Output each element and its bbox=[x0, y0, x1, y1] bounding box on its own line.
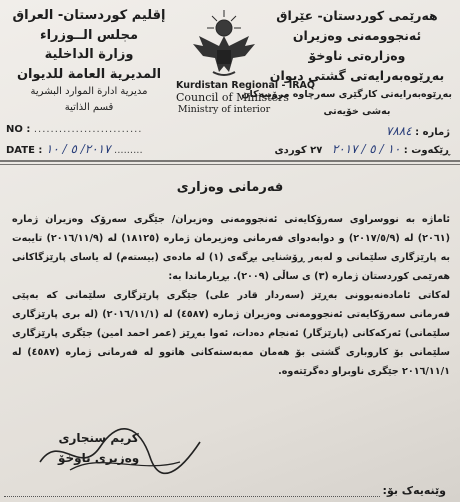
date-label: DATE : bbox=[6, 145, 43, 156]
handwritten-signature-icon bbox=[30, 422, 210, 482]
kurdish-header-line: بەڕێوەبەرایەتی گشتی دیوان bbox=[269, 68, 445, 83]
document-title: فەرمانی وەزاری bbox=[176, 180, 284, 195]
number-value: ٧٨٨٤ bbox=[385, 124, 412, 138]
date-field: DATE : ٢٠١٧/ ٥ / ١٠ ......... bbox=[6, 142, 143, 156]
body-paragraph: ئاماژە بە نووسراوی سەرۆکایەتی ئەنجوومەنی وەزیران/ جێگری سەرۆک وەزیران ژمارە (٢٠٦١) لە (٢٠١٧/٥/٩) و دوابەدوای فەرمانی وەزیرمان ژمارە (١٨١٢٥) لە (٢٠١٦/١١/٩) تایبەت بە پارێزگاری سلێمانی و لەبەر ڕۆشنایی بڕگەی (١) لە مادەی (بیستەم) لە یاسای پارێزگاکانی هەرێمی کوردستان ژمارە (٣) ی ساڵی (٢٠٠٩). بڕیارماندا بە: bbox=[12, 214, 450, 282]
emblem-caption-region: Kurdistan Regional - IRAQ bbox=[176, 80, 315, 91]
kurdish-header-subline: بەشی خۆیەتی bbox=[323, 106, 391, 117]
arabic-header-subline: قسم الذاتية bbox=[64, 102, 114, 113]
kurdish-header-line: ئەنجوومەنی وەزیران bbox=[292, 28, 422, 43]
number-field bbox=[386, 124, 450, 138]
arabic-header-line: مجلس الــوزراء bbox=[39, 27, 139, 43]
kurdish-header-subline: بەڕێوەبەرایەتی کارگێری سەرچاوە مرۆییەکان bbox=[241, 89, 452, 100]
document-body bbox=[12, 210, 450, 381]
header-divider-thin bbox=[0, 164, 460, 165]
number-label: ژمارە : bbox=[415, 127, 450, 138]
no-label: NO : bbox=[6, 124, 31, 135]
copy-to-label: وێنەیەک بۆ: bbox=[382, 484, 446, 497]
arabic-header-line: المديرية العامة للديوان bbox=[16, 66, 162, 82]
copy-to-divider bbox=[4, 496, 380, 497]
arabic-header-line: وزارة الداخلية bbox=[44, 47, 134, 62]
kurdish-header-line: هەرێمی کوردستان- عێراق bbox=[276, 8, 438, 23]
signatory-position: وەزیری ناوخۆ bbox=[58, 451, 140, 465]
arabic-header-line: إقليم كوردستان- العراق bbox=[12, 8, 166, 23]
reference-value: ١٠ / ٥ / ٢٠١٧ bbox=[331, 142, 401, 156]
reference-label: ڕێکەوت : bbox=[403, 145, 450, 156]
kurdish-year: ٢٧ کوردی bbox=[274, 145, 323, 156]
signatory-name: کریم سنجاری bbox=[58, 431, 139, 445]
emblem-caption-council: Council of Ministers bbox=[176, 91, 289, 104]
arabic-letterhead bbox=[8, 6, 170, 116]
signature-block bbox=[58, 428, 139, 468]
header-divider bbox=[0, 160, 460, 162]
reference-date-field bbox=[275, 142, 450, 156]
body-paragraph: لەکاتی ئامادەنەبوونی بەڕێز (سەردار قادر علی) جێگری پارێزگاری سلێمانی کە بەپێی فەرمانی سەرۆکایەتی ئەنجوومەنی وەزیران ژمارە (٤٥٨٧) لە (٢٠١٦/١١/١) (لە بری پارێزگاری سلێمانی) ئەرکەکانی (پارێزگار) ئەنجام دەدات، ئەوا بەڕێز (عمر احمد امین) جێگری پارێزگاری سلێمانی بۆ کاروباری گشتی بۆ هەمان مەبەستەکانی هاتوو لە فەرمانی ژمارە (٤٥٨٧) لە ٢٠١٦/١١/١ جێگری ناوبراو دەگرێتەوە. bbox=[12, 290, 450, 377]
emblem-caption-ministry: Ministry of interior bbox=[177, 104, 271, 115]
arabic-header-subline: مديرية ادارة الموارد البشرية bbox=[30, 86, 148, 97]
kurdish-header-line: وەزارەتی ناوخۆ bbox=[308, 48, 406, 63]
eagle-sun-emblem-icon bbox=[189, 6, 259, 78]
no-field: NO : .......................... bbox=[6, 124, 143, 135]
date-value: ٢٠١٧/ ٥ / ١٠ bbox=[45, 142, 111, 156]
